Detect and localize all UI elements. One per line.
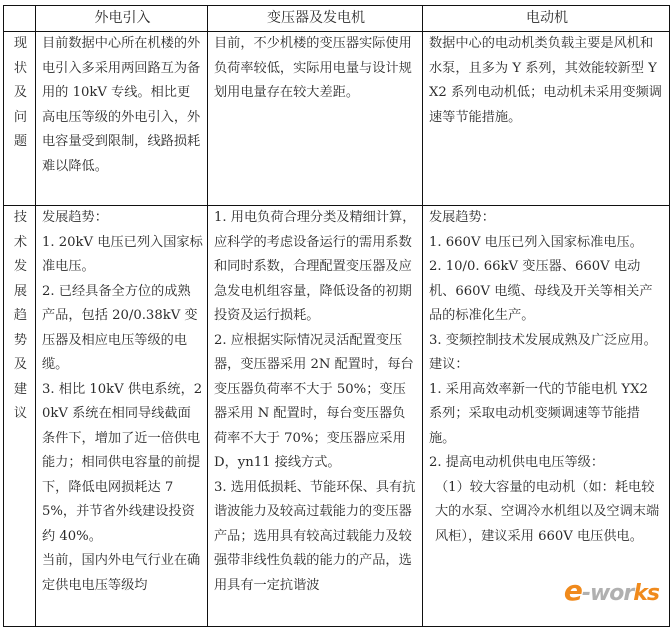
cell-motor-status xyxy=(423,32,670,206)
cell-text: 2. 应根据实际情况灵活配置变压器，变压器采用 2N 配置时，每台变压器负荷率不大于 50%；变压器采用 N 配置时，每台变压器负荷率不大于 70%；变压器应采用 D，yn11 接线方式。 xyxy=(214,332,414,470)
watermark-e: e xyxy=(563,574,582,607)
cell-text: 1. 用电负荷合理分类及精细计算，应科学的考虑设备运行的需用系数和同时系数，合理配置变压器及应急发电机组容量，降低设备的初期投资及运行损耗。 xyxy=(214,210,416,323)
row-label-status-issues xyxy=(4,32,36,206)
cell-transformer-status xyxy=(208,32,423,206)
cell-text: 发展趋势： xyxy=(429,210,495,225)
table-row-trends-suggestions xyxy=(4,206,670,627)
label-char: 趋 xyxy=(13,308,28,323)
table-header-row xyxy=(4,6,670,32)
label-char: 展 xyxy=(13,283,28,299)
cell-text: 1. 660V 电压已列入国家标准电压。 xyxy=(429,234,643,250)
cell-text: 1. 20kV 电压已列入国家标准电压。 xyxy=(42,234,203,274)
label-char: 发 xyxy=(13,259,28,274)
label-char: 题 xyxy=(13,134,28,149)
header-corner xyxy=(4,6,36,32)
cell-text: 3. 相比 10kV 供电系统，20kV 系统在相同导线截面条件下，增加了近一倍供电能力；相同供电容量的前提下，降低电网损耗达 75%，并节省外线建设投资约 40%。 xyxy=(42,381,203,544)
cell-text: 数据中心的电动机类负载主要是风机和水泵，且多为 Y 系列，其效能较新型 YX2 系列电动机低；电动机未采用变频调速等节能措施。 xyxy=(429,36,662,125)
table-row-status-issues xyxy=(4,32,670,206)
cell-text: 3. 选用低损耗、节能环保、具有抗谐波能力及较高过载能力的变压器产品；选用具有较高过载能力及较强带非线性负载的能力的产品，选用具有一定抗谐波 xyxy=(214,479,416,593)
label-char: 问 xyxy=(13,109,28,125)
label-char: 状 xyxy=(13,60,28,76)
cell-text: 2. 已经具备全方位的成熟产品，包括 20/0.38kV 变压器及相应电压等级的电缆。 xyxy=(42,283,198,372)
cell-text: 1. 采用高效率新一代的节能电机 YX2 系列；采取电动机变频调速等节能措施。 xyxy=(429,381,653,446)
label-char: 技 xyxy=(13,210,28,225)
label-char: 势 xyxy=(13,332,28,348)
cell-text: 目前数据中心所在机楼的外电引入多采用两回路互为备用的 10kV 专线。相比更高电压等级的外电引入，外电容量受到限制，线路损耗难以降低。 xyxy=(42,36,201,174)
cell-external-power-trends xyxy=(36,206,208,627)
cell-text: 3. 变频控制技术发展成熟及广泛应用。 xyxy=(429,332,657,348)
cell-text: 建议： xyxy=(429,357,469,372)
cell-external-power-status xyxy=(36,32,208,206)
cell-text: 2. 提高电动机供电电压等级： xyxy=(429,455,605,470)
cell-text: （1）较大容量的电动机（如：耗电较大的水泵、空调冷水机组以及空调末端风柜），建议采用 660V 电压供电。 xyxy=(435,479,660,544)
cell-motor-trends xyxy=(423,206,670,627)
watermark-k: ks xyxy=(633,581,659,606)
cell-text: 2. 10/0. 66kV 变压器、660V 电动机、660V 电缆、母线及开关等相关产品的标准化生产。 xyxy=(429,259,653,323)
eworks-watermark-logo xyxy=(564,574,659,607)
label-char: 议 xyxy=(13,406,28,421)
cell-text: 发展趋势： xyxy=(42,210,108,225)
label-char: 及 xyxy=(13,357,28,372)
cell-text: 当前，国内外电气行业在确定供电电压等级均 xyxy=(42,553,201,593)
watermark-works: -wor xyxy=(581,581,634,606)
header-external-power: 外电引入 xyxy=(36,6,208,32)
label-char: 现 xyxy=(13,36,28,51)
label-char: 建 xyxy=(13,381,28,397)
cell-text: 目前，不少机楼的变压器实际使用负荷率较低，实际用电量与设计规划用电量存在较大差距。 xyxy=(214,36,412,100)
header-motor: 电动机 xyxy=(423,6,670,32)
comparison-table xyxy=(3,5,670,627)
header-transformer-generator: 变压器及发电机 xyxy=(208,6,423,32)
row-label-trends-suggestions xyxy=(4,206,36,627)
label-char: 术 xyxy=(13,234,28,250)
label-char: 及 xyxy=(13,85,28,100)
cell-transformer-trends xyxy=(208,206,423,627)
